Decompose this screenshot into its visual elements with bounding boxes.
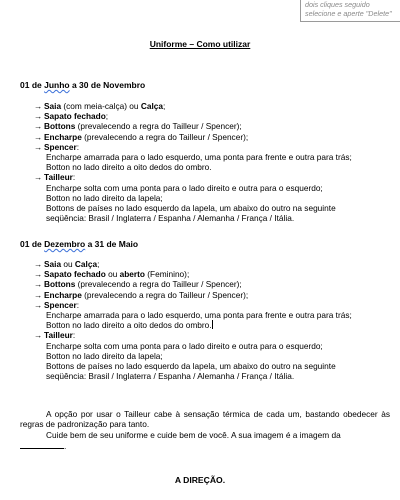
winter-rules-list (34, 259, 394, 381)
signature: A DIREÇÃO. (174, 475, 226, 485)
tailleur-detail: Bottons de países no lado esquerdo da lapela, um abaixo do outro na seguinte (46, 203, 336, 214)
tailleur-detail: Encharpe solta com uma ponta para o lado direito e outra para o esquerdo; (46, 340, 323, 351)
text-cursor (212, 320, 213, 329)
list-item: → Tailleur: (34, 172, 76, 183)
closing-paragraph (20, 409, 390, 429)
spencer-detail: Botton no lado direito a oito dedos do ombro. (46, 162, 212, 173)
list-item: → Spencer: (34, 141, 80, 152)
arrow-icon: → (34, 299, 43, 310)
tailleur-detail: Encharpe solta com uma ponta para o lado direito e outra para o esquerdo; (46, 182, 323, 193)
arrow-icon: → (34, 259, 43, 269)
list-item: → Spencer: (34, 299, 80, 310)
arrow-icon: → (34, 269, 43, 280)
list-item: → Encharpe (prevalecendo a regra do Tailleur / Spencer); (34, 289, 249, 300)
arrow-icon: → (34, 131, 43, 142)
hint-line: dois cliques seguido (305, 0, 370, 9)
period-heading-summer: 01 de Junho a 30 de Novembro (20, 80, 146, 90)
tailleur-detail: Botton no lado direito da lapela; (46, 350, 163, 361)
list-item: → Bottons (prevalecendo a regra do Tailleur / Spencer); (34, 279, 242, 290)
list-item: → Sapato fechado; (34, 111, 109, 122)
list-item: → Tailleur: (34, 330, 76, 341)
spencer-detail: Encharpe amarrada para o lado esquerdo, uma ponta para frente e outra para trás; (46, 152, 352, 163)
arrow-icon: → (34, 141, 43, 152)
spellcheck-word: Dezembro (44, 239, 86, 249)
spencer-detail: Botton no lado direito a oito dedos do ombro. (46, 320, 212, 331)
tailleur-detail: Bottons de países no lado esquerdo da lapela, um abaixo do outro na seguinte (46, 361, 336, 372)
closing-paragraph (20, 430, 390, 451)
arrow-icon: → (34, 121, 43, 132)
list-item: → Saia ou Calça; (34, 259, 100, 269)
tailleur-detail: Botton no lado direito da lapela; (46, 192, 163, 203)
blank-line (20, 440, 64, 449)
arrow-icon: → (34, 101, 43, 111)
list-item: → Bottons (prevalecendo a regra do Tailleur / Spencer); (34, 121, 242, 132)
spencer-detail: Encharpe amarrada para o lado esquerdo, uma ponta para frente e outra para trás; (46, 310, 352, 321)
hint-line: selecione e aperte "Delete" (305, 8, 392, 18)
arrow-icon: → (34, 330, 43, 341)
arrow-icon: → (34, 172, 43, 183)
period-heading-winter: 01 de Dezembro a 31 de Maio (20, 239, 139, 249)
arrow-icon: → (34, 279, 43, 290)
tailleur-note: A opção por usar o Tailleur cabe à sensação térmica de cada um, bastando obedecer às regras de padronização para tanto. (20, 409, 390, 430)
list-item: → Sapato fechado ou aberto (Feminino); (34, 269, 190, 280)
arrow-icon: → (34, 111, 43, 122)
document-title: Uniforme – Como utilizar (149, 39, 251, 49)
tailleur-detail: seqüência: Brasil / Inglaterra / Espanha / Alemanha / França / Itália. (46, 371, 295, 382)
summer-rules-list (34, 101, 394, 223)
arrow-icon: → (34, 289, 43, 300)
tailleur-detail: seqüência: Brasil / Inglaterra / Espanha / Alemanha / França / Itália. (46, 213, 295, 224)
spellcheck-word: Junho (44, 80, 70, 90)
list-item: → Encharpe (prevalecendo a regra do Tailleur / Spencer); (34, 131, 249, 142)
instruction-hint-box (300, 0, 400, 22)
care-note: Cuide bem de seu uniforme e cuide bem de você. A sua imagem é a imagem da . (20, 430, 390, 451)
list-item: → Saia (com meia-calça) ou Calça; (34, 101, 166, 111)
